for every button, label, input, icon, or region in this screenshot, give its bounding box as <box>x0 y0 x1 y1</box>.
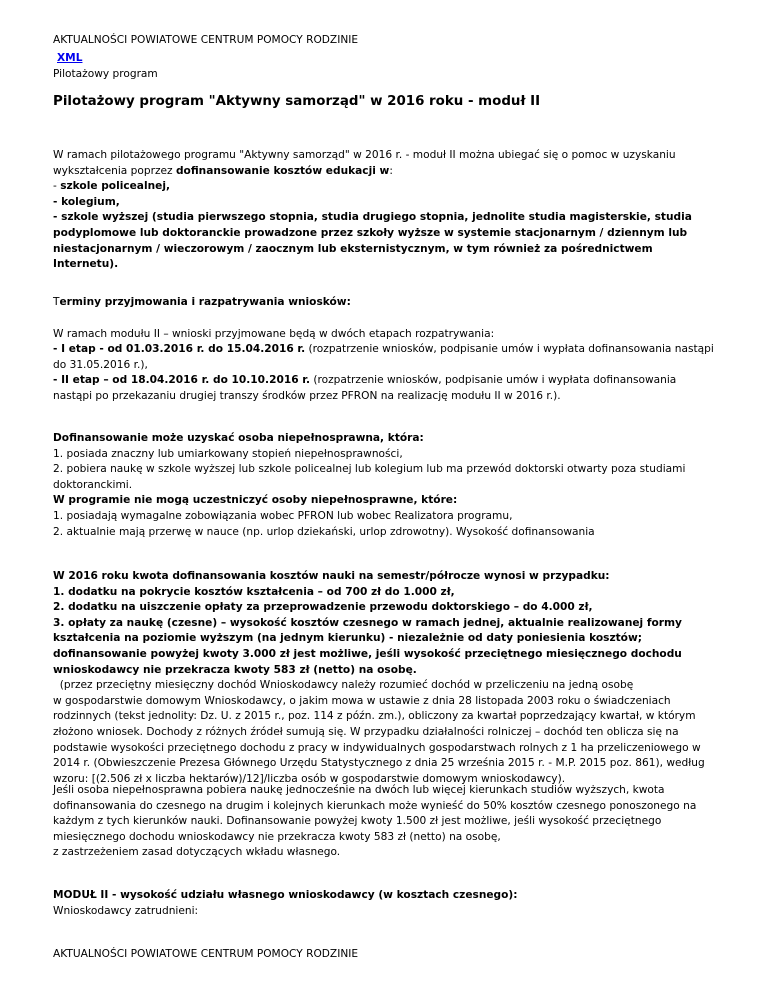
multi-line: miesięcznego dochodu wnioskodawcy nie przekracza kwoty 583 zł (netto) na osobę, <box>53 830 501 843</box>
eligibility-line: doktoranckimi. <box>53 478 133 491</box>
amounts-line: w gospodarstwie domowym Wnioskodawcy, o jakim mowa w ustawie z dnia 28 listopada 2003 roku o świadczeniach <box>53 694 671 707</box>
eligibility-section <box>53 431 718 540</box>
intro-line: wykształcenia poprzez dofinansowanie kosztów edukacji w: <box>53 164 393 177</box>
amounts-line: złożono wniosek. Dochody z różnych źródeł sumują się. W przypadku działalności rolniczej – dochód ten oblicza się na <box>53 725 679 738</box>
own-heading: MODUŁ II - wysokość udziału własnego wnioskodawcy (w kosztach czesnego): <box>53 889 518 901</box>
eligibility-line: 1. posiada znaczny lub umiarkowany stopień niepełnosprawności, <box>53 447 403 460</box>
amounts-line: 3. opłaty za naukę (czesne) – wysokość kosztów czesnego w ramach jednej, aktualnie realizowanej formy <box>53 616 682 629</box>
intro-line: - szkole wyższej (studia pierwszego stopnia, studia drugiego stopnia, jednolite studia magisterskie, studia <box>53 211 692 224</box>
intro-line: - szkole policealnej, <box>53 180 170 193</box>
amounts-line: dofinansowanie powyżej kwoty 3.000 zł jest możliwe, jeśli wysokość przeciętnego miesięcznego dochodu <box>53 647 682 660</box>
exclusion-line: 2. aktualnie mają przerwę w nauce (np. urlop dziekański, urlop zdrowotny). Wysokość dofinansowania <box>53 525 595 538</box>
eligibility-heading: Dofinansowanie może uzyskać osoba niepełnosprawna, która: <box>53 432 424 444</box>
intro-line: Internetu). <box>53 258 119 271</box>
breadcrumb: Pilotażowy program <box>53 68 158 80</box>
amounts-line: (przez przeciętny miesięczny dochód Wnioskodawcy należy rozumieć dochód w przeliczeniu na jedną osobę <box>53 679 634 692</box>
terms-line: - I etap - od 01.03.2016 r. do 15.04.2016 r. (rozpatrzenie wniosków, podpisanie umów i wypłata dofinansowania nastąpi <box>53 343 714 356</box>
xml-link[interactable]: XML <box>57 52 83 64</box>
amounts-line: 2014 r. (Obwieszczenie Prezesa Głównego Urzędu Statystycznego z dnia 25 września 2015 r. - M.P. 2015 poz. 861), według <box>53 757 705 770</box>
multi-line: z zastrzeżeniem zasad dotyczących wkładu własnego. <box>53 846 341 859</box>
terms-heading: Terminy przyjmowania i razpatrywania wniosków: <box>53 296 351 308</box>
multi-course-section <box>53 783 718 861</box>
intro-line: podyplomowe lub doktoranckie prowadzone przez szkoły wyższe w systemie stacjonarnym / dziennym lub <box>53 226 688 239</box>
terms-line: - II etap – od 18.04.2016 r. do 10.10.2016 r. (rozpatrzenie wniosków, podpisanie umów i wypłata dofinansowania <box>53 374 677 387</box>
amounts-line: rodzinnych (tekst jednolity: Dz. U. z 2015 r., poz. 114 z późn. zm.), obliczony za kwartał poprzedzający kwartał, w którym <box>53 710 696 723</box>
exclusion-heading: W programie nie mogą uczestniczyć osoby niepełnosprawne, które: <box>53 494 458 507</box>
intro-line: W ramach pilotażowego programu "Aktywny samorząd" w 2016 r. - moduł II można ubiegać się o pomoc w uzyskaniu <box>53 149 676 161</box>
amounts-line: 1. dodatku na pokrycie kosztów kształcenia – od 700 zł do 1.000 zł, <box>53 585 455 598</box>
intro-section <box>53 148 718 273</box>
amounts-line: 2. dodatku na uiszczenie opłaty za przeprowadzenie przewodu doktorskiego – do 4.000 zł, <box>53 601 593 614</box>
terms-line: W ramach modułu II – wnioski przyjmowane będą w dwóch etapach rozpatrywania: <box>53 327 495 340</box>
terms-line: do 31.05.2016 r.), <box>53 358 148 371</box>
terms-line: nastąpi po przekazaniu drugiej transzy środków przez PFRON na realizację modułu II w 2016 r.). <box>53 389 561 402</box>
amounts-line: wnioskodawcy nie przekracza kwoty 583 zł (netto) na osobę. <box>53 663 417 676</box>
org-footer: AKTUALNOŚCI POWIATOWE CENTRUM POMOCY RODZINIE <box>53 948 359 960</box>
terms-section <box>53 295 718 405</box>
amounts-line: kształcenia na poziomie wyższym (na jednym kierunku) - niezależnie od daty poniesienia kosztów; <box>53 632 642 645</box>
page-title: Pilotażowy program "Aktywny samorząd" w 2016 roku - moduł II <box>53 94 541 109</box>
intro-line: niestacjonarnym / wieczorowym / zaocznym lub eksternistycznym, w tym również za pośrednictwem <box>53 242 653 255</box>
multi-line: Jeśli osoba niepełnosprawna pobiera naukę jednocześnie na dwóch lub więcej kierunkach studiów wyższych, kwota <box>53 784 665 796</box>
amounts-section <box>53 569 718 787</box>
amounts-line: W 2016 roku kwota dofinansowania kosztów nauki na semestr/półrocze wynosi w przypadku: <box>53 570 610 582</box>
amounts-line: wzoru: [(2.506 zł x liczba hektarów)/12]/liczba osób w gospodarstwie domowym wnioskodawcy). <box>53 772 566 785</box>
own-line: Wnioskodawcy zatrudnieni: <box>53 904 199 917</box>
own-contribution-section <box>53 888 718 919</box>
intro-line: - kolegium, <box>53 195 120 208</box>
amounts-line: podstawie wysokości przeciętnego dochodu z pracy w indywidualnych gospodarstwach rolnych z 1 ha przeliczeniowego w <box>53 741 701 754</box>
eligibility-line: 2. pobiera naukę w szkole wyższej lub szkole policealnej lub kolegium lub ma przewód doktorski otwarty poza studiami <box>53 463 686 476</box>
multi-line: każdym z tych kierunków nauki. Dofinansowanie powyżej kwoty 1.500 zł jest możliwe, jeśli wysokość przeciętnego <box>53 815 662 828</box>
multi-line: dofinansowania do czesnego na drugim i kolejnych kierunkach może wynieść do 50% kosztów czesnego ponoszonego na <box>53 799 697 812</box>
exclusion-line: 1. posiadają wymagalne zobowiązania wobec PFRON lub wobec Realizatora programu, <box>53 509 513 522</box>
org-header: AKTUALNOŚCI POWIATOWE CENTRUM POMOCY RODZINIE <box>53 34 359 46</box>
